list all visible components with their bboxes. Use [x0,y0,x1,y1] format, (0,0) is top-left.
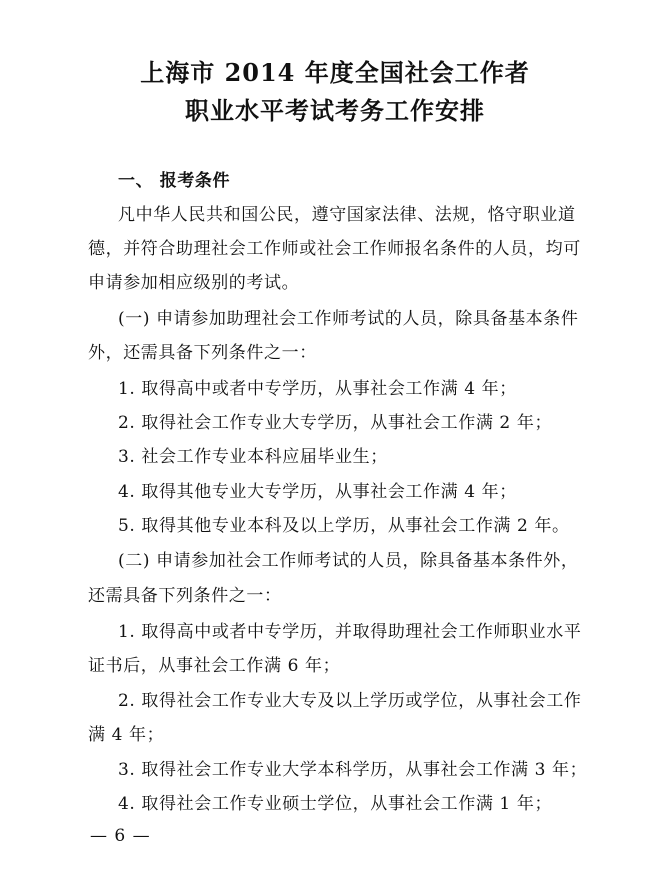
part1-item-5: 5. 取得其他专业本科及以上学历，从事社会工作满 2 年。 [118,516,570,536]
intro-line-3: 申请参加相应级别的考试。 [88,273,300,293]
part1-condition-line-1: (一) 申请参加助理社会工作师考试的人员，除具备基本条件 [118,309,579,329]
document-title-line-1: 上海市 2014 年度全国社会工作者 [140,58,530,87]
part2-item-2-line-1: 2. 取得社会工作专业大专及以上学历或学位，从事社会工作 [118,691,582,711]
part1-item-2: 2. 取得社会工作专业大专学历，从事社会工作满 2 年； [118,413,553,433]
intro-line-2: 德，并符合助理社会工作师或社会工作师报名条件的人员，均可 [88,239,581,259]
page-number: — 6 — [90,826,151,846]
part2-item-1-line-2: 证书后，从事社会工作满 6 年； [88,656,341,676]
part2-item-4: 4. 取得社会工作专业硕士学位，从事社会工作满 1 年； [118,794,553,814]
document-title-line-2: 职业水平考试考务工作安排 [185,96,485,125]
part2-condition-line-2: 还需具备下列条件之一： [88,586,282,606]
part1-item-1: 1. 取得高中或者中专学历，从事社会工作满 4 年； [118,379,517,399]
part2-item-1-line-1: 1. 取得高中或者中专学历，并取得助理社会工作师职业水平 [118,622,582,642]
intro-line-1: 凡中华人民共和国公民，遵守国家法律、法规，恪守职业道 [118,205,576,225]
part2-condition-line-1: (二) 申请参加社会工作师考试的人员，除具备基本条件外， [118,551,579,571]
section-heading: 一、 报考条件 [118,171,231,191]
part1-item-3: 3. 社会工作专业本科应届毕业生； [118,447,388,467]
part2-item-2-line-2: 满 4 年； [88,725,165,745]
part2-item-3: 3. 取得社会工作专业大学本科学历，从事社会工作满 3 年； [118,760,588,780]
part1-item-4: 4. 取得其他专业大专学历，从事社会工作满 4 年； [118,482,517,502]
part1-condition-line-2: 外，还需具备下列条件之一： [88,343,317,363]
